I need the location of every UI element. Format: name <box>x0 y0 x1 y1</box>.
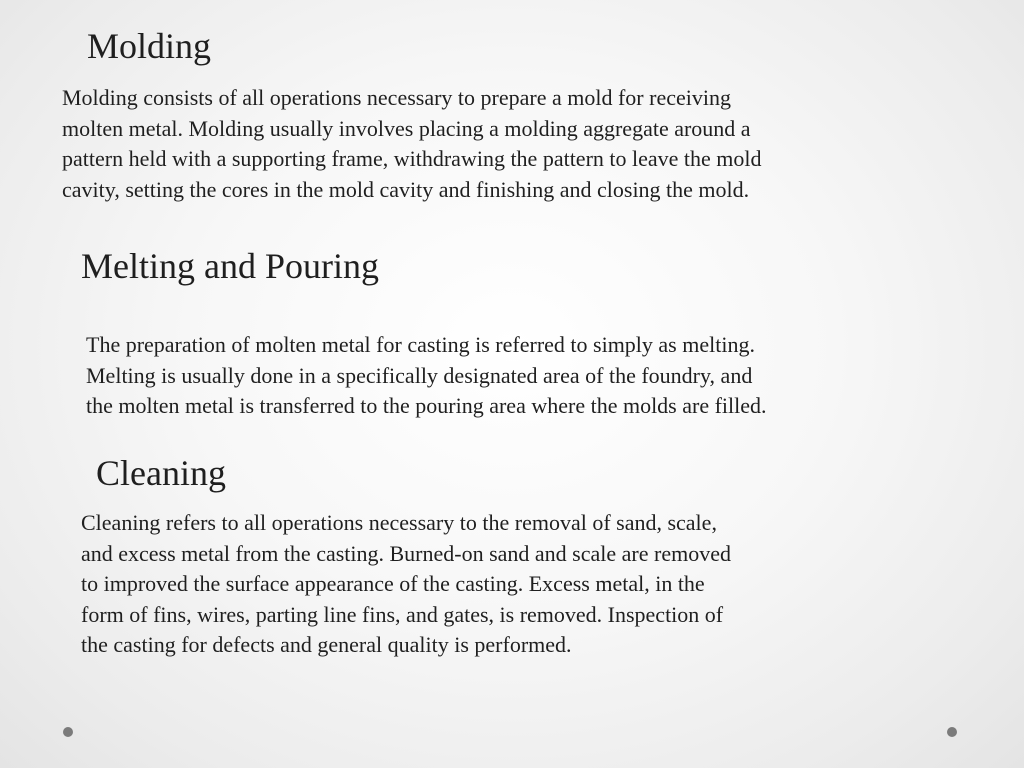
molding-line: pattern held with a supporting frame, withdrawing the pattern to leave the mold <box>62 146 762 171</box>
cleaning-line: to improved the surface appearance of the casting. Excess metal, in the <box>81 571 705 596</box>
cleaning-line: Cleaning refers to all operations necessary to the removal of sand, scale, <box>81 510 717 535</box>
molding-heading: Molding <box>87 26 212 66</box>
molding-line: Molding consists of all operations necessary to prepare a mold for receiving <box>62 85 731 110</box>
cleaning-paragraph <box>81 508 731 661</box>
molding-line: cavity, setting the cores in the mold cavity and finishing and closing the mold. <box>62 176 750 202</box>
cleaning-line: the casting for defects and general quality is performed. <box>81 632 572 657</box>
melting-pouring-paragraph <box>86 330 767 422</box>
melting-line: Melting is usually done in a specifically designated area of the foundry, and <box>86 362 753 388</box>
molding-line: molten metal. Molding usually involves placing a molding aggregate around a <box>62 115 751 141</box>
melting-pouring-heading: Melting and Pouring <box>81 246 379 286</box>
decorative-dot-left <box>63 727 73 737</box>
melting-line: the molten metal is transferred to the pouring area where the molds are filled. <box>86 393 767 418</box>
melting-line: The preparation of molten metal for casting is referred to simply as melting. <box>86 332 755 357</box>
cleaning-line: form of fins, wires, parting line fins, and gates, is removed. Inspection of <box>81 601 724 627</box>
cleaning-heading: Cleaning <box>96 453 226 493</box>
decorative-dot-right <box>947 727 957 737</box>
molding-paragraph <box>62 83 762 205</box>
cleaning-line: and excess metal from the casting. Burned-on sand and scale are removed <box>81 540 731 566</box>
